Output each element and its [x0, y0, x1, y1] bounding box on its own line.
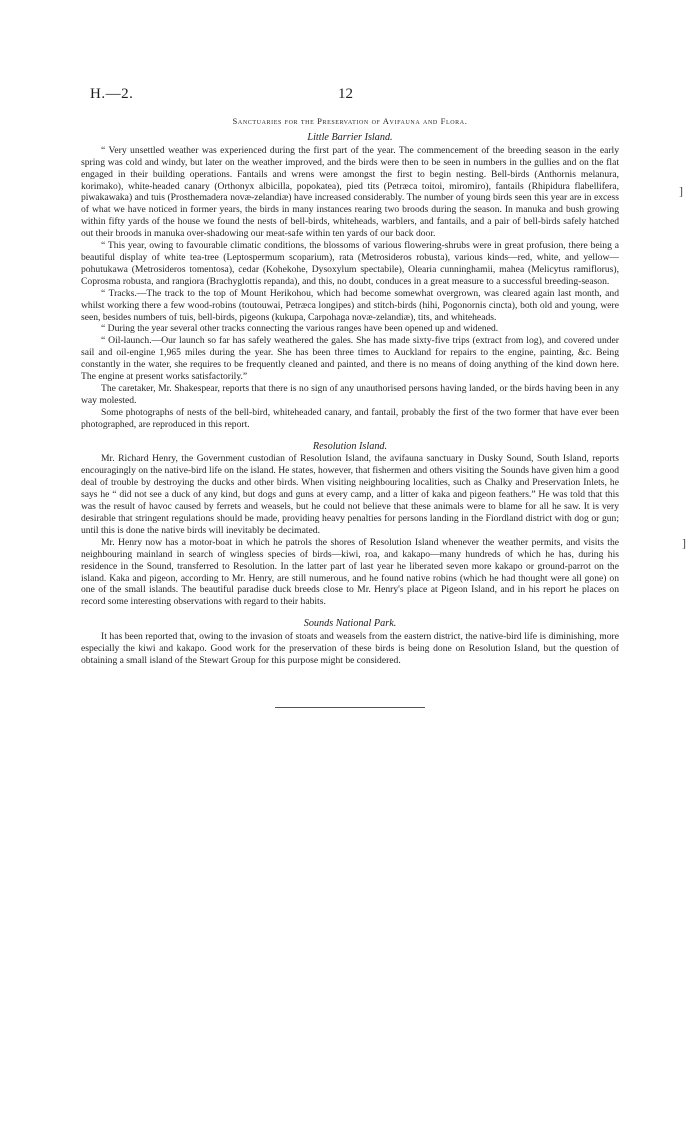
paragraph: The caretaker, Mr. Shakespear, reports that there is no sign of any unauthorised persons having landed, or the birds having been in any way molested.: [81, 382, 619, 406]
paragraph: Some photographs of nests of the bell-bird, whiteheaded canary, and fantail, probably the first of the two former that have ever been photographed, are reproduced in this report.: [81, 406, 619, 430]
paragraph: “ During the year several other tracks connecting the various ranges have been opened up and widened.: [101, 323, 499, 335]
subsection-title: Little Barrier Island.: [307, 131, 393, 143]
section-title: Sanctuaries for the Preservation of Avifauna and Flora.: [232, 116, 468, 126]
page-header: [90, 86, 610, 108]
paragraph: “ Oil-launch.—Our launch so far has safely weathered the gales. She has made sixty-five trips (extract from log), and covered under sail and oil-engine 1,965 miles during the year. She has been three times to Auckland for repairs to the engine, painting, &c. Being constantly in the water, she requires to be frequently cleaned and painted, and there is no means of doing anything of the kind down here. The engine at present works satisfactorily.”: [81, 335, 619, 383]
margin-mark: ]: [679, 184, 683, 198]
paragraph: Mr. Henry now has a motor-boat in which he patrols the shores of Resolution Island whenever the weather permits, and visits the neighbouring mainland in search of wingless species of birds—kiwi, roa, and kakapo—many hundreds of which he has, during his residence in the Sound, transferred to Resolution. In the latter part of last year he liberated seven more kakapo or ground-parrot on the island. Kaka and pigeon, according to Mr. Henry, are still numerous, and he found native robins (which he had thought were all gone) on one of the small islands. The beautiful paradise duck breeds close to Mr. Henry's place at Pigeon Island, and in his report he places on record some interesting observations with regard to their habits.: [81, 536, 619, 608]
subsection-title: Resolution Island.: [312, 440, 388, 452]
document-code: H.—2.: [90, 86, 134, 102]
page-body: [81, 116, 619, 708]
paragraph: “ Very unsettled weather was experienced during the first part of the year. The commencement of the breeding season in the early spring was cold and windy, but later on the weather improved, and the birds were then to be seen in numbers in the gullies and on the flat engaged in their building operations. Fantails and wrens were amongst the first to begin nesting. Bell-birds (Anthornis melanura, korimako), white-headed canary (Orthonyx albicilla, popokatea), pied tits (Petræca toitoi, miromiro), fantails (Rhipidura flabellifera, piwakawaka) and tuis (Prosthemadera novæ-zelandiæ) have increased considerably. The number of young birds seen this year are in excess of what we have noticed in former years, the birds in many instances rearing two broods during the season. In manuka and bush growing within fifty yards of the house we found the nests of bell-birds, whiteheads, warblers, and fantails, and a pair of bell-birds safely hatched out their broods in manuka over-shadowing our meat-safe within ten yards of our back door.: [81, 144, 619, 240]
closing-rule: [275, 707, 425, 708]
paragraph: “ Tracks.—The track to the top of Mount Herikohou, which had become somewhat overgrown, was cleared again last month, and whilst working there a few wood-robins (toutouwai, Petræca longipes) and stitch-birds (hihi, Pogonornis cincta), both old and young, were seen, besides numbers of tuis, bell-birds, pigeons (kukupa, Carpohaga novæ-zelandiæ), tits, and whiteheads.: [81, 287, 619, 323]
margin-mark: ]: [682, 536, 686, 550]
paragraph: Mr. Richard Henry, the Government custodian of Resolution Island, the avifauna sanctuary in Dusky Sound, South Island, reports encouragingly on the native-bird life on the island. He states, however, that fishermen and others visiting the Sounds have given him a good deal of trouble by destroying the ducks and other birds. When visiting neighbouring localities, such as Chalky and Preservation Inlets, he says he “ did not see a duck of any kind, but dogs and guns at every camp, and a litter of kaka and pigeon feathers.” He was told that this was the result of havoc caused by ferrets and weasels, but he could not believe that these animals were to blame for all he saw. It is very desirable that stringent regulations should be made, providing heavy penalties for persons landing in the Fiordland district with dog or gun; until this is done the native birds will inevitably be decimated.: [81, 453, 619, 536]
subsection-title: Sounds National Park.: [303, 618, 397, 630]
page-number: 12: [338, 86, 353, 102]
paragraph: It has been reported that, owing to the invasion of stoats and weasels from the eastern district, the native-bird life is diminishing, more especially the kiwi and kakapo. Good work for the preservation of these birds is being done on Resolution Island, but the question of obtaining a small island of the Stewart Group for this purpose might be considered.: [81, 631, 619, 666]
paragraph: “ This year, owing to favourable climatic conditions, the blossoms of various flowering-shrubs were in great profusion, there being a beautiful display of white tea-tree (Leptospermum scoparium), rata (Metrosideros robusta), various kinds—red, white, and yellow—pohutukawa (Metrosideros tomentosa), cedar (Kohekohe, Dysoxylum spectabile), Olearia cunninghamii, mahea (Melicytus ramiflorus), Coprosma robusta, and rangiora (Brachyglottis repanda), and this, no doubt, conduces in a great measure to a successful breeding-season.: [81, 240, 619, 287]
